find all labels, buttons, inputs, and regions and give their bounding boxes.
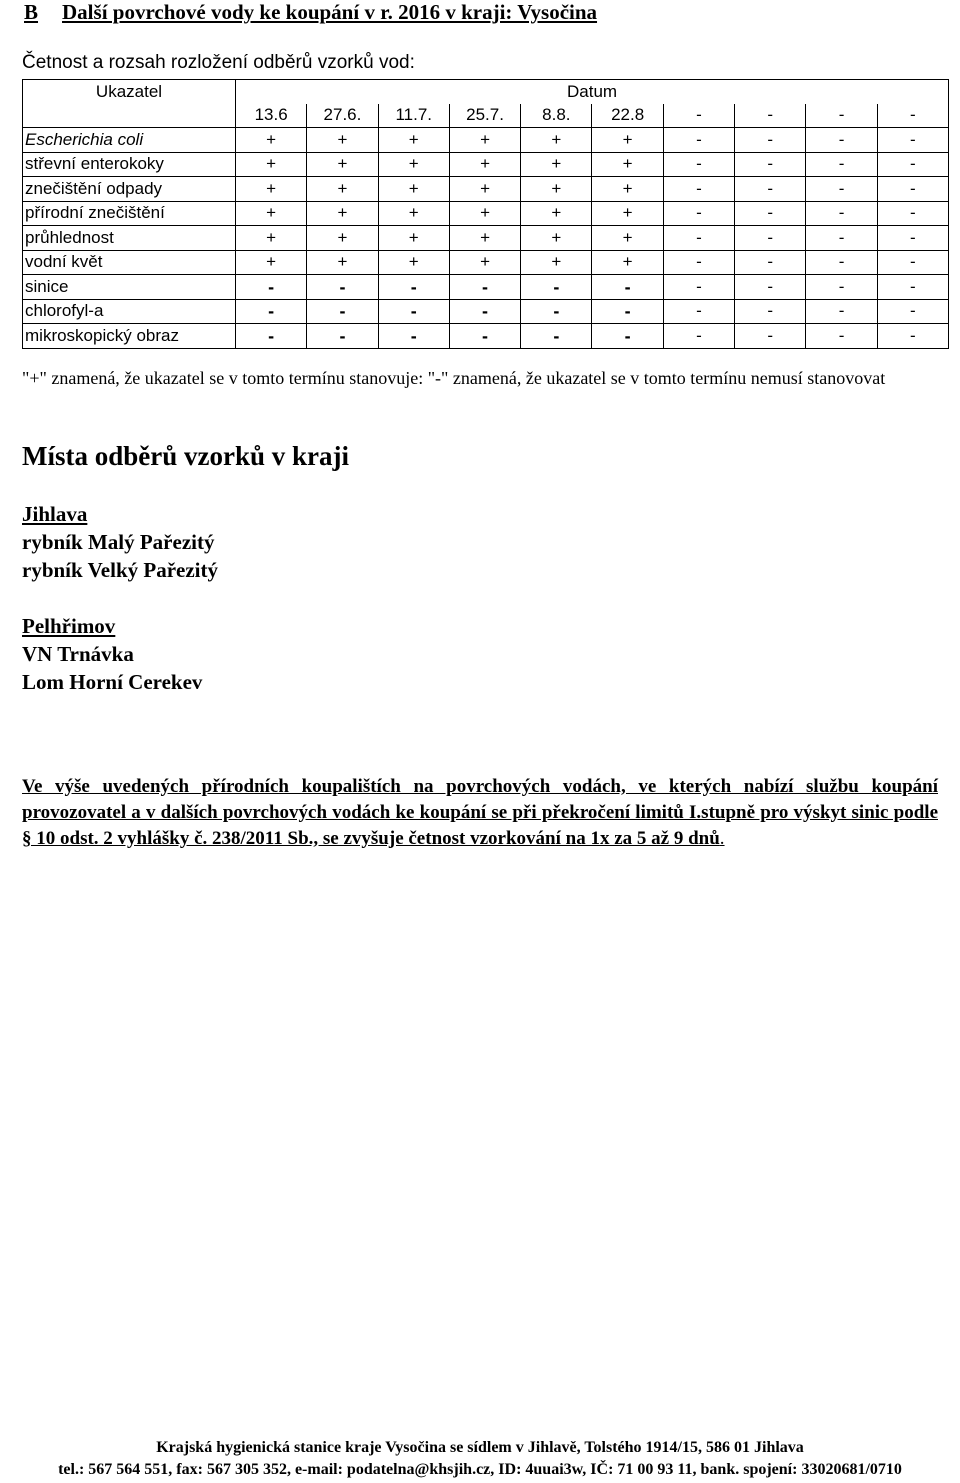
value-cell: - — [378, 275, 449, 300]
table-row — [23, 275, 949, 300]
value-cell: + — [378, 226, 449, 251]
value-cell: - — [307, 324, 378, 349]
value-cell: + — [592, 128, 663, 153]
value-cell: - — [735, 324, 806, 349]
value-cell: + — [521, 128, 592, 153]
value-cell: - — [877, 299, 948, 324]
date-cell: - — [663, 104, 734, 128]
value-cell: + — [449, 128, 520, 153]
value-cell: + — [307, 128, 378, 153]
value-cell: - — [735, 152, 806, 177]
value-cell: - — [806, 201, 877, 226]
date-cell: 11.7. — [378, 104, 449, 128]
value-cell: + — [378, 250, 449, 275]
value-cell: + — [307, 226, 378, 251]
indicator-label: chlorofyl-a — [23, 299, 236, 324]
value-cell: + — [236, 177, 307, 202]
district-pelhrimov — [22, 612, 202, 696]
value-cell: + — [592, 177, 663, 202]
value-cell: - — [806, 250, 877, 275]
value-cell: - — [236, 324, 307, 349]
date-cell: - — [877, 104, 948, 128]
indicator-label: mikroskopický obraz — [23, 324, 236, 349]
value-cell: - — [592, 275, 663, 300]
table-row — [23, 177, 949, 202]
value-cell: - — [449, 324, 520, 349]
value-cell: - — [877, 177, 948, 202]
value-cell: + — [307, 177, 378, 202]
value-cell: - — [378, 324, 449, 349]
date-cell: 8.8. — [521, 104, 592, 128]
value-cell: + — [592, 250, 663, 275]
value-cell: + — [236, 152, 307, 177]
value-cell: - — [735, 275, 806, 300]
date-cell: 27.6. — [307, 104, 378, 128]
value-cell: - — [877, 324, 948, 349]
value-cell: - — [806, 128, 877, 153]
table-row — [23, 152, 949, 177]
value-cell: + — [521, 226, 592, 251]
indicator-label: přírodní znečištění — [23, 201, 236, 226]
footer-address: Krajská hygienická stanice kraje Vysočina se sídlem v Jihlavě, Tolstého 1914/15, 586 01 Jihlava — [156, 1439, 804, 1456]
value-cell: + — [592, 201, 663, 226]
value-cell: - — [307, 275, 378, 300]
value-cell: - — [449, 299, 520, 324]
value-cell: + — [449, 226, 520, 251]
value-cell: + — [521, 250, 592, 275]
value-cell: + — [236, 128, 307, 153]
value-cell: - — [806, 152, 877, 177]
value-cell: + — [307, 250, 378, 275]
value-cell: - — [449, 275, 520, 300]
value-cell: - — [592, 299, 663, 324]
value-cell: + — [449, 177, 520, 202]
value-cell: - — [877, 226, 948, 251]
value-cell: + — [521, 201, 592, 226]
value-cell: - — [663, 152, 734, 177]
value-cell: + — [378, 201, 449, 226]
district-name: Pelhřimov — [22, 614, 116, 638]
value-cell: + — [592, 226, 663, 251]
value-cell: - — [735, 226, 806, 251]
value-cell: - — [877, 201, 948, 226]
value-cell: - — [663, 226, 734, 251]
district-jihlava — [22, 500, 218, 584]
date-header: Datum — [236, 80, 949, 104]
value-cell: - — [663, 128, 734, 153]
sampling-paragraph — [22, 774, 938, 852]
value-cell: - — [663, 177, 734, 202]
location-item: rybník Velký Pařezitý — [22, 558, 219, 582]
value-cell: + — [449, 250, 520, 275]
table-row — [23, 250, 949, 275]
footer-contacts: tel.: 567 564 551, fax: 567 305 352, e-mail: podatelna@khsjih.cz, ID: 4uuai3w, IČ: 71 00 93 11, bank. spojení: 33020681/0710 — [58, 1461, 902, 1478]
location-item: VN Trnávka — [22, 642, 134, 666]
paragraph-text: Ve výše uvedených přírodních koupalištích na povrchových vodách, ve kterých nabízí službu koupání provozovatel a v dalších povrchových vodách ke koupání se při překročení limitů I.stupně pro výskyt sinic podle § 10 odst. 2 vyhlášky č. 238/2011 Sb., se zvyšuje četnost vzorkování na 1x za 5 až 9 dnů — [22, 776, 938, 849]
value-cell: - — [663, 324, 734, 349]
value-cell: - — [735, 177, 806, 202]
date-cell: 13.6 — [236, 104, 307, 128]
value-cell: + — [378, 152, 449, 177]
value-cell: - — [236, 275, 307, 300]
value-cell: - — [521, 324, 592, 349]
value-cell: - — [877, 250, 948, 275]
paragraph-end: . — [719, 828, 725, 849]
indicator-header: Ukazatel — [23, 80, 236, 104]
indicator-label: Escherichia coli — [23, 128, 236, 153]
indicator-label: střevní enterokoky — [23, 152, 236, 177]
value-cell: - — [877, 128, 948, 153]
value-cell: + — [521, 177, 592, 202]
indicator-label: sinice — [23, 275, 236, 300]
value-cell: - — [806, 177, 877, 202]
location-item: rybník Malý Pařezitý — [22, 530, 215, 554]
value-cell: + — [449, 152, 520, 177]
table-row — [23, 201, 949, 226]
indicator-label: znečištění odpady — [23, 177, 236, 202]
value-cell: + — [521, 152, 592, 177]
date-cell: - — [806, 104, 877, 128]
value-cell: + — [592, 152, 663, 177]
value-cell: - — [806, 324, 877, 349]
value-cell: - — [735, 201, 806, 226]
table-row — [23, 299, 949, 324]
table-row — [23, 324, 949, 349]
value-cell: - — [877, 152, 948, 177]
indicator-label: průhlednost — [23, 226, 236, 251]
value-cell: - — [663, 299, 734, 324]
value-cell: - — [307, 299, 378, 324]
table-subtitle: Četnost a rozsah rozložení odběrů vzorků vod: — [22, 52, 415, 73]
value-cell: - — [806, 226, 877, 251]
value-cell: - — [806, 299, 877, 324]
section-heading — [24, 0, 597, 25]
places-title: Místa odběrů vzorků v kraji — [22, 441, 349, 471]
section-letter: B — [24, 0, 39, 24]
value-cell: + — [449, 201, 520, 226]
value-cell: - — [877, 275, 948, 300]
value-cell: - — [236, 299, 307, 324]
value-cell: - — [521, 275, 592, 300]
value-cell: + — [236, 201, 307, 226]
value-cell: - — [663, 201, 734, 226]
table-row — [23, 128, 949, 153]
value-cell: + — [378, 128, 449, 153]
date-cell: 22.8 — [592, 104, 663, 128]
legend-note: "+" znamená, že ukazatel se v tomto termínu stanovuje: "-" znamená, že ukazatel se v tomto termínu nemusí stanovovat — [22, 368, 886, 388]
section-title: Další povrchové vody ke koupání v r. 2016 v kraji: Vysočina — [62, 0, 598, 24]
date-cell: 25.7. — [449, 104, 520, 128]
value-cell: + — [307, 201, 378, 226]
value-cell: + — [236, 250, 307, 275]
value-cell: - — [592, 324, 663, 349]
value-cell: - — [806, 275, 877, 300]
value-cell: + — [236, 226, 307, 251]
value-cell: - — [663, 250, 734, 275]
value-cell: - — [521, 299, 592, 324]
value-cell: - — [663, 275, 734, 300]
sampling-frequency-table — [22, 79, 949, 349]
location-item: Lom Horní Cerekev — [22, 670, 203, 694]
value-cell: + — [307, 152, 378, 177]
value-cell: - — [735, 128, 806, 153]
value-cell: + — [378, 177, 449, 202]
table-row — [23, 226, 949, 251]
value-cell: - — [735, 250, 806, 275]
indicator-label: vodní květ — [23, 250, 236, 275]
district-name: Jihlava — [22, 502, 88, 526]
value-cell: - — [735, 299, 806, 324]
value-cell: - — [378, 299, 449, 324]
date-cell: - — [735, 104, 806, 128]
indicator-header-spacer — [23, 104, 236, 128]
